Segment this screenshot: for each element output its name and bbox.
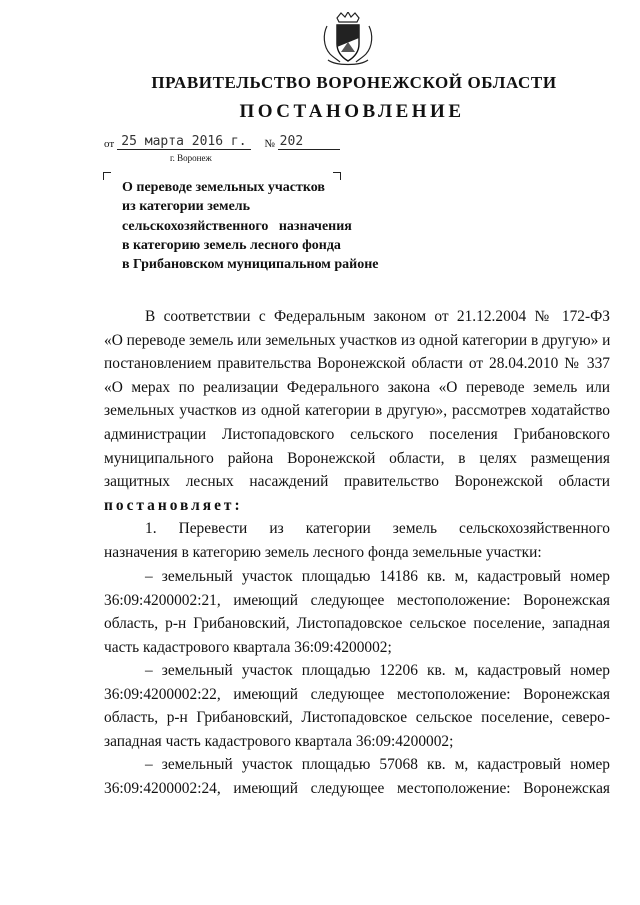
text-line: «О переводе земель или земельных участков из одной категории в другую» и [104, 331, 611, 349]
text-line: «О мерах по реализации Федерального закона «О переводе земель или [104, 378, 610, 396]
text-line [104, 494, 610, 518]
number-field [278, 134, 340, 150]
resolves-word: постановляет: [104, 496, 243, 514]
text-line: защитных лесных насаждений правительство Воронежской области [104, 473, 610, 491]
subject-line: из категории земель [122, 199, 251, 215]
coat-of-arms-icon [322, 12, 374, 68]
text-line: земельных участков из одной категории в другую», рассмотрев ходатайство [104, 402, 610, 420]
text-line: западная часть кадастрового квартала 36:09:4200002; [104, 732, 454, 750]
date-value: 25 марта 2016 г. [121, 134, 247, 149]
text-line: назначения в категорию земель лесного фонда земельные участки: [104, 543, 542, 561]
number-value: 202 [279, 134, 304, 149]
text-line: часть кадастрового квартала 36:09:4200002; [104, 638, 392, 656]
date-prefix: от [104, 138, 115, 150]
text-line: 36:09:4200002:21, имеющий следующее местоположение: Воронежская [104, 591, 610, 609]
dateline [104, 134, 340, 150]
text-line: – земельный участок площадью 57068 кв. м, кадастровый номер [145, 756, 610, 773]
text-line: постановлением правительства Воронежской области от 28.04.2010 № 337 [104, 355, 610, 373]
text-line: 36:09:4200002:22, имеющий следующее местоположение: Воронежская [104, 685, 610, 703]
parcel-item [104, 565, 610, 659]
text-line: 36:09:4200002:24, имеющий следующее местоположение: Воронежская [104, 779, 610, 797]
subject-bracket-left [103, 172, 111, 180]
government-title: ПРАВИТЕЛЬСТВО ВОРОНЕЖСКОЙ ОБЛАСТИ [151, 73, 557, 92]
text-line: область, р-н Грибановский, Листопадовское сельское поселение, западная [104, 615, 610, 633]
item-1-paragraph [104, 517, 610, 564]
text-line: – земельный участок площадью 12206 кв. м, кадастровый номер [145, 662, 610, 679]
text-line: область, р-н Грибановский, Листопадовское сельское поселение, северо- [104, 709, 610, 727]
subject-line: в категорию земель лесного фонда [122, 237, 341, 253]
number-prefix: № [264, 138, 275, 150]
text-line: 1. Перевести из категории земель сельскохозяйственного [145, 520, 610, 537]
date-field [117, 134, 251, 150]
text-line: – земельный участок площадью 14186 кв. м, кадастровый номер [145, 568, 610, 585]
text-line: В соответствии с Федеральным законом от 21.12.2004 № 172-ФЗ [145, 308, 610, 325]
text-line: муниципального района Воронежской области, в целях размещения [104, 449, 610, 467]
subject-block [122, 178, 378, 274]
subject-line: сельскохозяйственного назначения [122, 218, 352, 234]
parcel-item [104, 753, 610, 800]
subject-line: О переводе земельных участков [122, 180, 325, 195]
city-label: г. Воронеж [170, 153, 212, 163]
subject-line: в Грибановском муниципальном районе [122, 257, 379, 273]
text-line: администрации Листопадовского сельского поселения Грибановского [104, 425, 610, 443]
document-type-title: ПОСТАНОВЛЕНИЕ [239, 101, 465, 122]
parcel-item [104, 659, 610, 753]
preamble-paragraph [104, 305, 610, 517]
